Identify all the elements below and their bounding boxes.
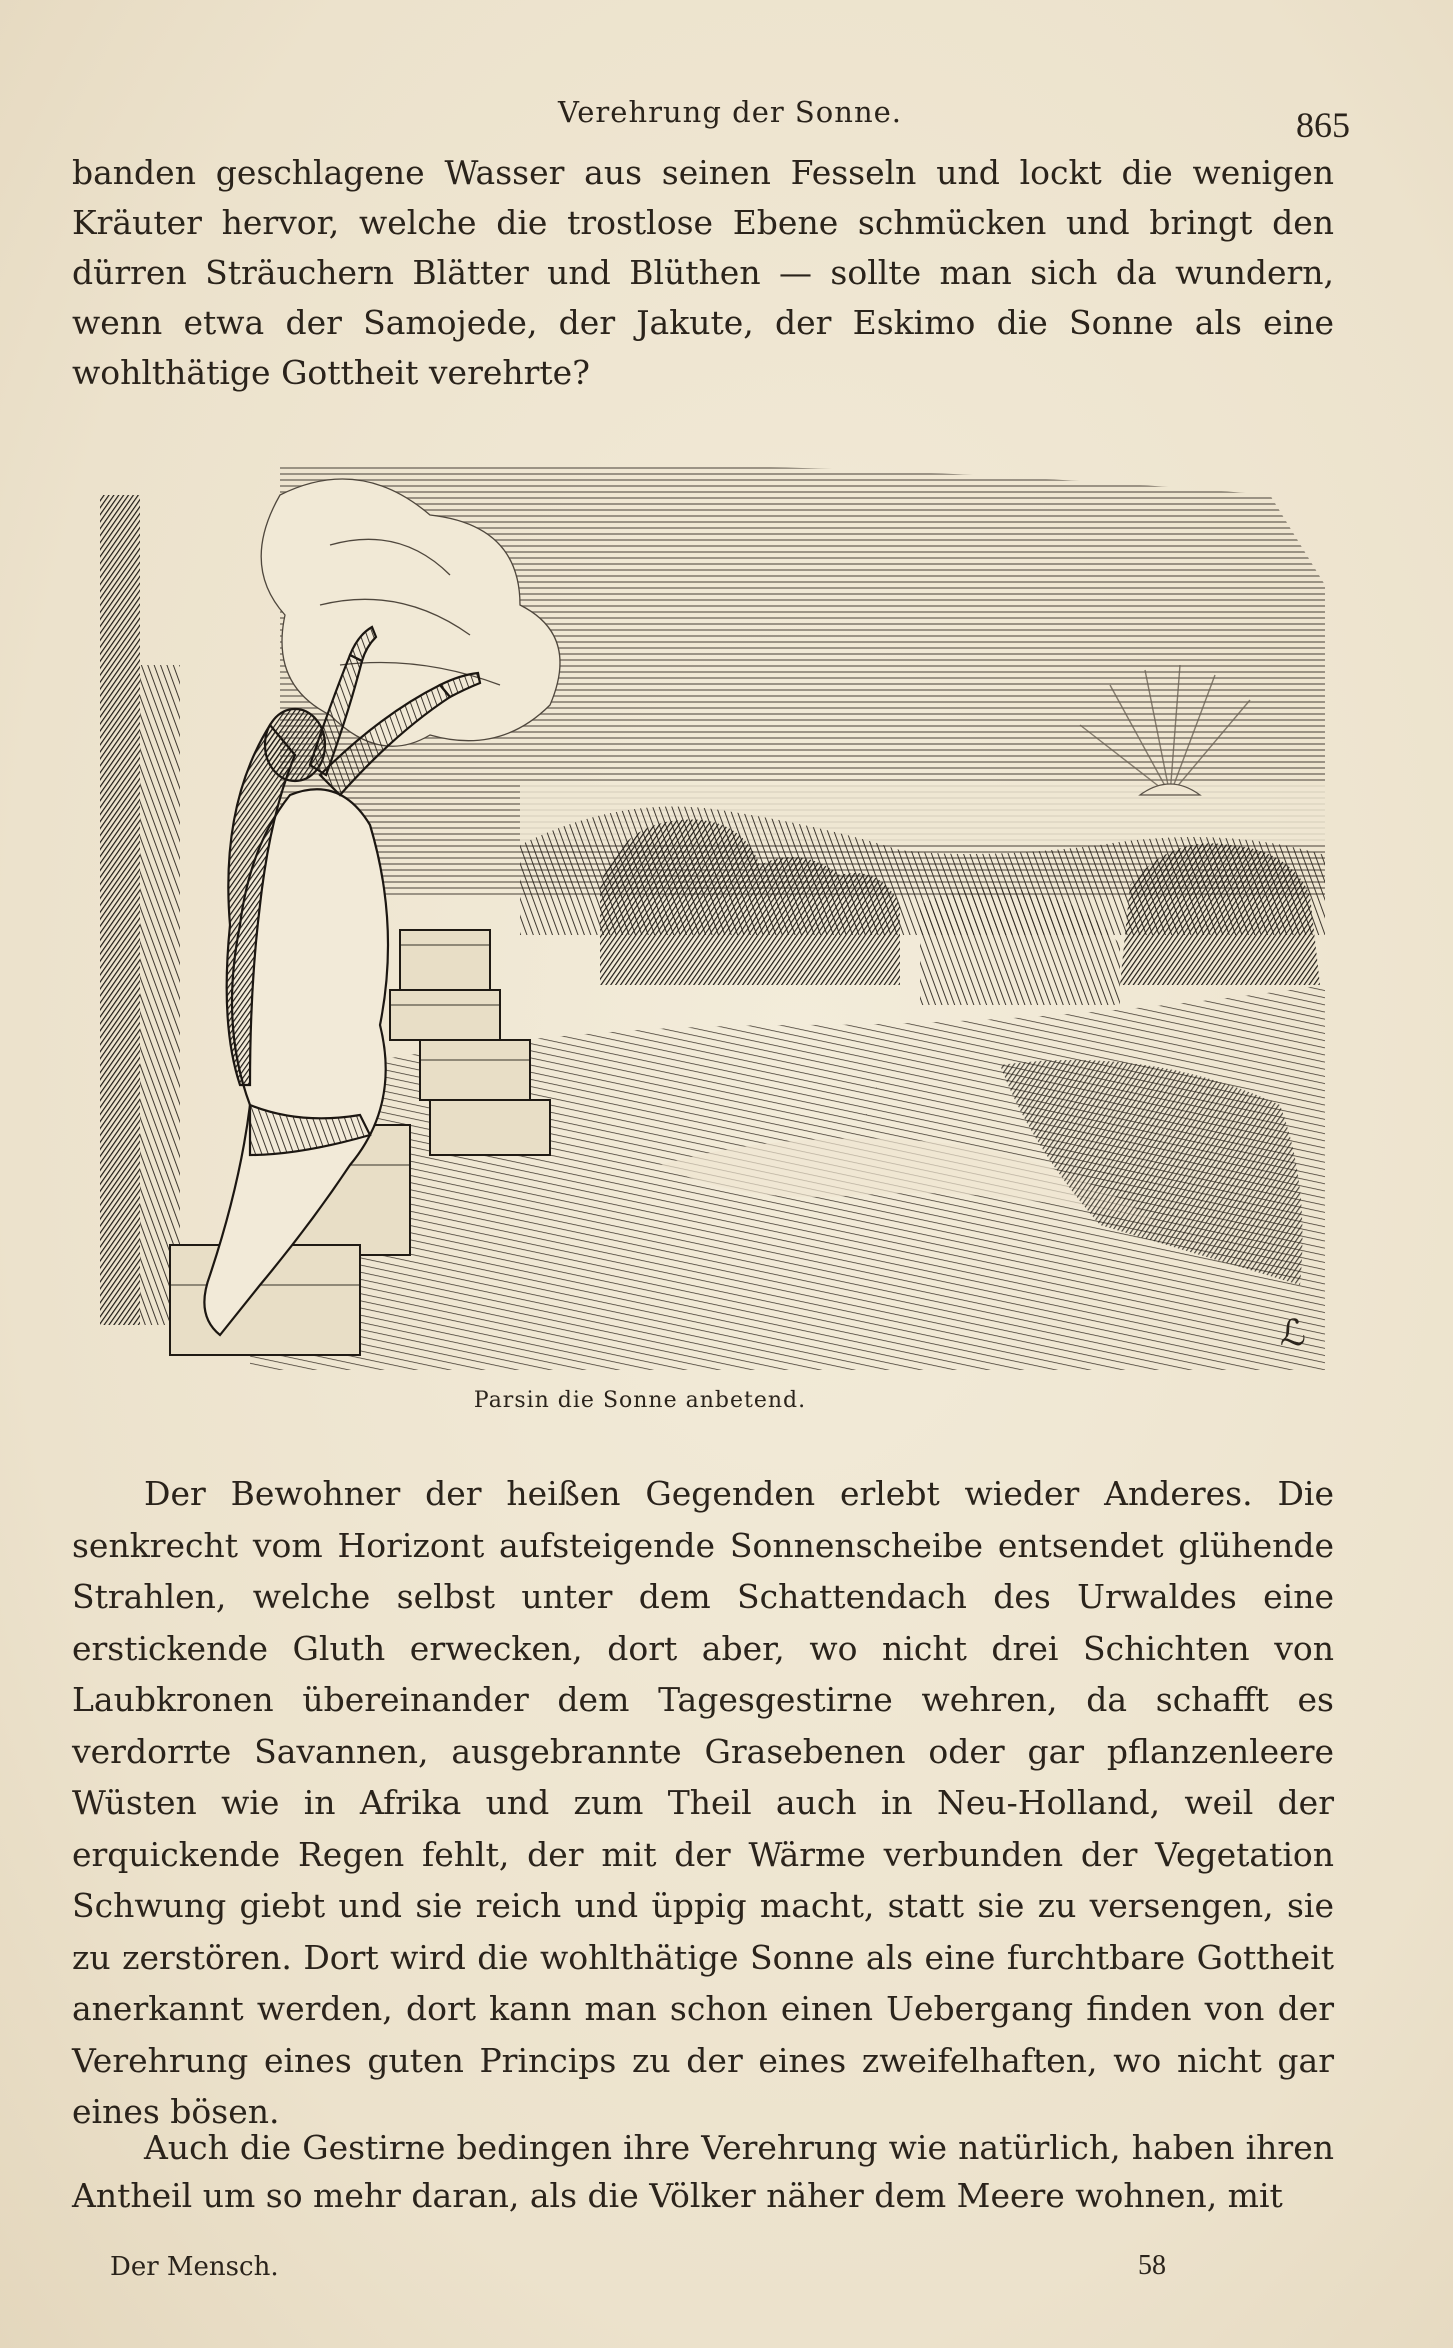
illustration-drawing <box>100 465 1340 1370</box>
page-number: 865 <box>1296 105 1350 145</box>
artist-monogram: ℒ <box>1280 1313 1306 1354</box>
paragraph-bottom: Auch die Gestirne bedingen ihre Verehrung wie natürlich, haben ihren Antheil um so mehr daran, als die Völker näher dem Meere wohnen, mit <box>72 2128 1334 2215</box>
footer-book-title: Der Mensch. <box>110 2252 279 2282</box>
paragraph-middle: Der Bewohner der heißen Gegenden erlebt wieder Anderes. Die senkrecht vom Horizont aufsteigende Sonnenscheibe entsendet glühende Strahlen, welche selbst unter dem Schattendach des Urwaldes eine erstickende Gluth erwecken, dort aber, wo nicht drei Schichten von Laubkronen übereinander dem Tagesgestirne wehren, da schafft es verdorrte Savannen, ausgebrannte Grasebenen oder gar pflanzenleere Wüsten wie in Afrika und zum Theil auch in Neu-Holland, weil der erquickende Regen fehlt, der mit der Wärme verbunden der Vegetation Schwung giebt und sie reich und üppig macht, statt sie zu versengen, sie zu zerstören. Dort wird die wohlthätige Sonne als eine furchtbare Gottheit anerkannt werden, dort kann man schon einen Uebergang finden von der Verehrung eines guten Princips zu der eines zweifelhaften, wo nicht gar eines bösen. <box>72 1474 1334 2131</box>
engraving-illustration <box>100 465 1340 1370</box>
footer-signature-mark: 58 <box>1138 2250 1166 2281</box>
running-header: Verehrung der Sonne. <box>557 95 902 129</box>
figure-caption: Parsin die Sonne anbetend. <box>473 1388 807 1413</box>
paragraph-top: banden geschlagene Wasser aus seinen Fesseln und lockt die wenigen Kräuter hervor, welche die trostlose Ebene schmücken und bringt den dürren Sträuchern Blätter und Blüthen — sollte man sich da wundern, wenn etwa der Samojede, der Jakute, der Eskimo die Sonne als eine wohlthätige Gottheit verehrte? <box>72 153 1334 392</box>
